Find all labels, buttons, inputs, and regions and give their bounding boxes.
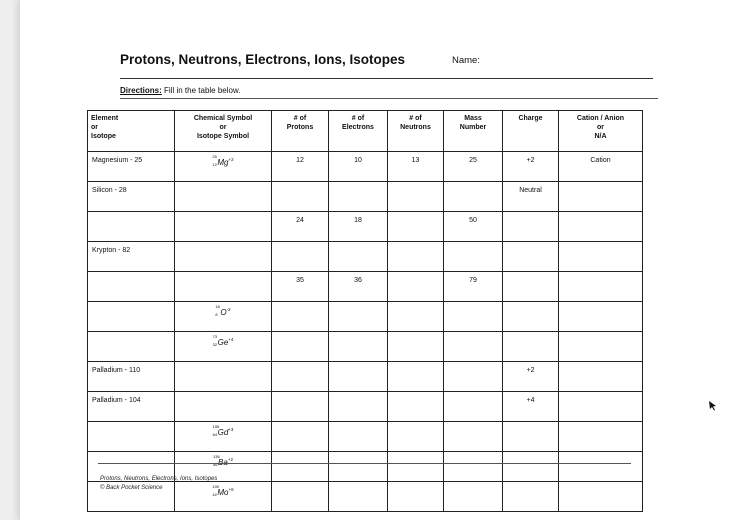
cell-protons[interactable] [272,332,329,362]
cell-electrons[interactable] [329,422,388,452]
cell-mass[interactable]: 25 [444,152,503,182]
cell-charge[interactable] [503,272,559,302]
cell-electrons[interactable] [329,452,388,482]
cell-electrons[interactable] [329,362,388,392]
header-protons [272,111,329,152]
cell-electrons[interactable] [329,302,388,332]
cell-symbol[interactable] [175,422,272,452]
cell-electrons[interactable]: 36 [329,272,388,302]
header-line: or [219,124,227,131]
header-row [88,111,643,152]
cell-type[interactable] [559,302,643,332]
footer-copyright: © Back Pocket Science [100,485,163,491]
cell-electrons[interactable]: 18 [329,212,388,242]
directions [120,86,241,95]
header-electrons [329,111,388,152]
cell-neutrons[interactable]: 13 [388,152,444,182]
cell-electrons[interactable] [329,182,388,212]
cell-element[interactable] [88,422,175,452]
isotope-charge: +4 [228,337,234,342]
header-line: # of [409,115,422,122]
mouse-pointer-icon [708,400,718,412]
cell-protons[interactable]: 24 [272,212,329,242]
cell-protons[interactable] [272,452,329,482]
cell-element[interactable]: Palladium - 110 [88,362,175,392]
header-line: Cation / Anion [576,115,625,122]
cell-symbol[interactable] [175,392,272,422]
cell-element[interactable] [88,212,175,242]
header-mass-number [444,111,503,152]
header-line: # of [293,115,307,122]
table-row [88,272,643,302]
directions-text: Fill in the table below. [164,86,241,95]
cell-neutrons[interactable] [388,482,444,512]
table-row [88,392,643,422]
header-line: # of [351,115,365,122]
cell-electrons[interactable] [329,242,388,272]
isotope-table [87,110,643,512]
cell-element[interactable]: Silicon - 28 [88,182,175,212]
cell-type[interactable] [559,422,643,452]
cell-neutrons[interactable] [388,452,444,482]
cell-type[interactable] [559,272,643,302]
table-row [88,242,643,272]
name-label: Name: [452,55,480,66]
cell-charge[interactable]: +4 [503,392,559,422]
cell-mass[interactable]: 79 [444,272,503,302]
cell-neutrons[interactable] [388,182,444,212]
header-line: Mass [464,115,482,122]
isotope-charge: -2 [226,307,231,312]
table-row [88,302,643,332]
cell-protons[interactable]: 12 [272,152,329,182]
cell-charge[interactable]: Neutral [503,182,559,212]
cell-type[interactable] [559,482,643,512]
isotope-atomic: 8 [215,312,218,317]
cell-neutrons[interactable] [388,272,444,302]
cell-neutrons[interactable] [388,302,444,332]
cell-charge[interactable] [503,332,559,362]
footer [100,475,220,493]
cell-protons[interactable] [272,302,329,332]
cell-mass[interactable] [444,392,503,422]
table-row [88,212,643,242]
cell-symbol[interactable] [175,212,272,242]
cell-symbol[interactable] [175,302,272,332]
isotope-charge: +2 [228,157,234,162]
cell-type[interactable] [559,452,643,482]
cell-protons[interactable] [272,392,329,422]
cell-electrons[interactable] [329,482,388,512]
cell-protons[interactable] [272,242,329,272]
header-charge [503,111,559,152]
header-line: or [597,124,604,131]
isotope-atomic: 56 [213,462,218,467]
directions-label: Directions: [120,86,162,95]
table-row [88,182,643,212]
cell-symbol[interactable] [175,332,272,362]
cell-element[interactable] [88,302,175,332]
cell-mass[interactable] [444,182,503,212]
cell-neutrons[interactable] [388,332,444,362]
isotope-atomic: 12 [212,162,217,167]
isotope-sym: Mg [217,158,229,167]
cell-neutrons[interactable] [388,392,444,422]
isotope-sym: Ba [218,458,228,467]
table-row [88,152,643,182]
cell-type[interactable] [559,362,643,392]
table-row [88,362,643,392]
isotope-symbol [212,424,234,437]
header-line: Chemical Symbol [193,115,253,122]
cell-mass[interactable] [444,302,503,332]
header-symbol [175,111,272,152]
cell-symbol[interactable] [175,272,272,302]
isotope-symbol [215,304,231,317]
isotope-atomic: 32 [212,342,218,347]
header-line: Isotope Symbol [196,133,250,140]
cell-type[interactable] [559,332,643,362]
isotope-atomic: 42 [212,492,217,497]
isotope-symbol [213,454,233,467]
cell-electrons[interactable]: 10 [329,152,388,182]
header-line: Electrons [342,124,374,131]
cell-charge[interactable] [503,422,559,452]
page-title: Protons, Neutrons, Electrons, Ions, Isotopes [120,52,406,67]
cell-type[interactable] [559,212,643,242]
cell-mass[interactable] [444,452,503,482]
cell-type[interactable] [559,182,643,212]
directions-divider [120,98,658,99]
isotope-sym: O [220,308,227,317]
isotope-symbol [212,334,234,347]
isotope-mass: 100 [212,484,220,489]
header-line: N/A [594,133,607,140]
isotope-mass: 16 [215,304,220,309]
cell-type[interactable] [559,242,643,272]
cell-symbol[interactable] [175,362,272,392]
footer-divider [98,463,631,464]
isotope-mass: 136 [213,454,220,459]
cell-charge[interactable] [503,452,559,482]
isotope-mass: 73 [212,334,218,339]
isotope-sym: Mo [217,488,229,497]
isotope-charge: +2 [227,457,233,462]
cell-element[interactable]: Krypton - 82 [88,242,175,272]
header-line: Isotope [91,133,116,140]
header-neutrons [388,111,444,152]
cell-neutrons[interactable] [388,422,444,452]
cell-charge[interactable] [503,242,559,272]
cell-type[interactable]: Cation [559,152,643,182]
cell-neutrons[interactable] [388,362,444,392]
cell-mass[interactable] [444,362,503,392]
isotope-charge: +3 [228,427,234,432]
isotope-sym: Ge [217,338,229,347]
cell-electrons[interactable] [329,332,388,362]
cell-element[interactable]: Magnesium - 25 [88,152,175,182]
cell-symbol[interactable] [175,242,272,272]
cell-neutrons[interactable] [388,212,444,242]
table-body [88,152,643,512]
cell-protons[interactable] [272,362,329,392]
cell-mass[interactable] [444,332,503,362]
cell-charge[interactable] [503,302,559,332]
cell-neutrons[interactable] [388,242,444,272]
cell-protons[interactable] [272,482,329,512]
table-row [88,422,643,452]
cell-element[interactable] [88,332,175,362]
cell-mass[interactable]: 50 [444,212,503,242]
cell-symbol[interactable] [175,182,272,212]
cell-mass[interactable] [444,482,503,512]
table-row [88,332,643,362]
isotope-mass: 155 [212,424,220,429]
isotope-sym: Gd [217,428,229,437]
header-element [88,111,175,152]
cell-protons[interactable]: 35 [272,272,329,302]
cell-element[interactable]: Palladium - 104 [88,392,175,422]
header-line: Neutrons [400,124,431,131]
cell-protons[interactable] [272,422,329,452]
header-line: or [91,124,98,131]
header-line: Protons [286,124,314,131]
isotope-mass: 25 [212,154,217,159]
cell-charge[interactable]: +2 [503,362,559,392]
header-line: Charge [518,115,543,122]
isotope-symbol [212,154,234,167]
header-cation-anion [559,111,643,152]
header-line: Element [91,115,119,122]
header-line: Number [459,124,487,131]
cell-symbol[interactable] [175,152,272,182]
cell-protons[interactable] [272,182,329,212]
cell-mass[interactable] [444,422,503,452]
cell-charge[interactable]: +2 [503,152,559,182]
isotope-charge: +6 [228,487,234,492]
name-underline [120,78,653,79]
isotope-atomic: 64 [212,432,218,437]
footer-title: Protons, Neutrons, Electrons, Ions, Isotopes [100,476,218,482]
cell-element[interactable] [88,272,175,302]
cell-mass[interactable] [444,242,503,272]
cell-charge[interactable] [503,212,559,242]
cell-type[interactable] [559,392,643,422]
cell-charge[interactable] [503,482,559,512]
cell-electrons[interactable] [329,392,388,422]
